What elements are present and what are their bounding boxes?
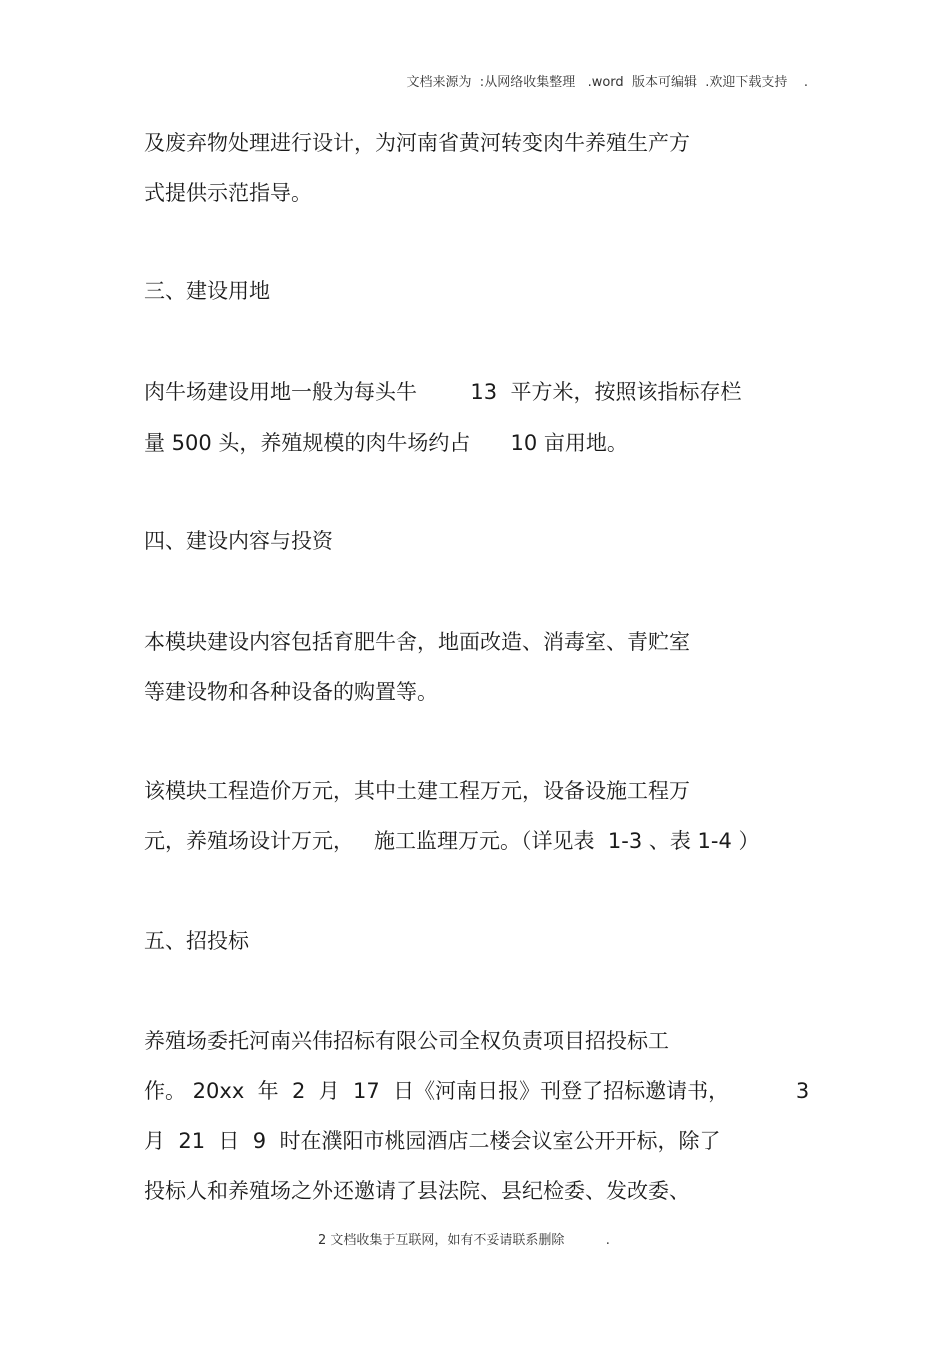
- body-line: 式提供示范指导。: [144, 181, 312, 205]
- body-line: 肉牛场建设用地一般为每头牛 13 平方米，按照该指标存栏: [144, 380, 742, 404]
- section-heading: 三、建设用地: [144, 279, 270, 303]
- section-heading: 五、招投标: [144, 929, 249, 953]
- body-line: 月 21 日 9 时在濮阳市桃园酒店二楼会议室公开开标，除了: [144, 1129, 721, 1153]
- body-line: 等建设物和各种设备的购置等。: [144, 680, 438, 704]
- body-line: 作。 20xx 年 2 月 17 日《河南日报》刊登了招标邀请书， 3: [144, 1079, 810, 1103]
- page-header-note: 文档来源为 :从网络收集整理 .word 版本可编辑 .欢迎下载支持 .: [406, 75, 808, 90]
- section-heading: 四、建设内容与投资: [144, 529, 333, 553]
- body-line: 投标人和养殖场之外还邀请了县法院、县纪检委、发改委、: [144, 1179, 690, 1203]
- body-line: 养殖场委托河南兴伟招标有限公司全权负责项目招投标工: [144, 1029, 669, 1053]
- body-line: 量 500 头，养殖规模的肉牛场约占 10 亩用地。: [144, 431, 628, 455]
- body-line: 及废弃物处理进行设计，为河南省黄河转变肉牛养殖生产方: [144, 131, 690, 155]
- body-line: 该模块工程造价万元，其中土建工程万元，设备设施工程万: [144, 779, 690, 803]
- body-line: 本模块建设内容包括育肥牛舍，地面改造、消毒室、青贮室: [144, 630, 690, 654]
- page-footer-note: 2 文档收集于互联网，如有不妥请联系删除 .: [318, 1233, 610, 1248]
- body-line: 元，养殖场设计万元， 施工监理万元。（详见表 1-3 、表 1-4 ）: [144, 829, 760, 853]
